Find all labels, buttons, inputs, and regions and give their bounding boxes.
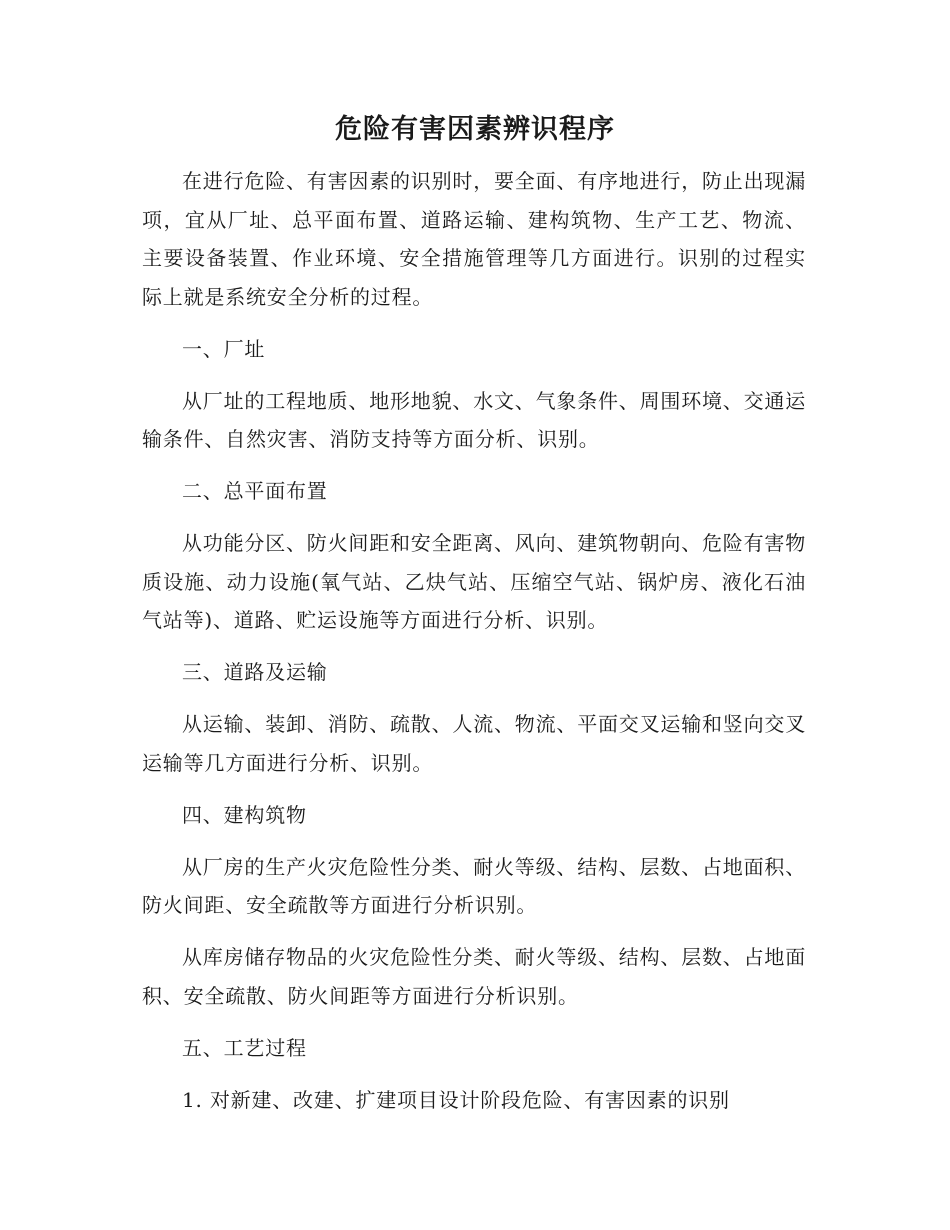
document-title: 危险有害因素辨识程序 — [335, 114, 615, 145]
buildings-paragraph-workshop: 从厂房的生产火灾危险性分类、耐火等级、结构、层数、占地面积、防火间距、安全疏散等方面进行分析识别。 — [142, 854, 806, 917]
intro-paragraph: 在进行危险、有害因素的识别时，要全面、有序地进行，防止出现漏项，宜从厂址、总平面布置、道路运输、建构筑物、生产工艺、物流、主要设备装置、作业环境、安全措施管理等几方面进行。识别的过程实际上就是系统安全分析的过程。 — [142, 169, 806, 309]
section-heading-buildings: 四、建构筑物 — [182, 802, 307, 827]
process-item-1: 1. 对新建、改建、扩建项目设计阶段危险、有害因素的识别 — [182, 1087, 730, 1112]
document-body — [142, 162, 806, 1133]
section-heading-site: 一、厂址 — [182, 336, 266, 361]
site-paragraph: 从厂址的工程地质、地形地貌、水文、气象条件、周围环境、交通运输条件、自然灾害、消防支持等方面分析、识别。 — [142, 388, 806, 451]
section-heading-layout: 二、总平面布置 — [182, 479, 328, 503]
section-heading-process: 五、工艺过程 — [182, 1035, 307, 1060]
transport-paragraph: 从运输、装卸、消防、疏散、人流、物流、平面交叉运输和竖向交叉运输等几方面进行分析、识别。 — [142, 712, 806, 775]
section-heading-transport: 三、道路及运输 — [182, 660, 328, 684]
buildings-paragraph-warehouse: 从库房储存物品的火灾危险性分类、耐火等级、结构、层数、占地面积、安全疏散、防火间距等方面进行分析识别。 — [142, 945, 806, 1008]
layout-paragraph: 从功能分区、防火间距和安全距离、风向、建筑物朝向、危险有害物质设施、动力设施(氧气站、乙炔气站、压缩空气站、锅炉房、液化石油气站等)、道路、贮运设施等方面进行分析、识别。 — [142, 531, 806, 632]
